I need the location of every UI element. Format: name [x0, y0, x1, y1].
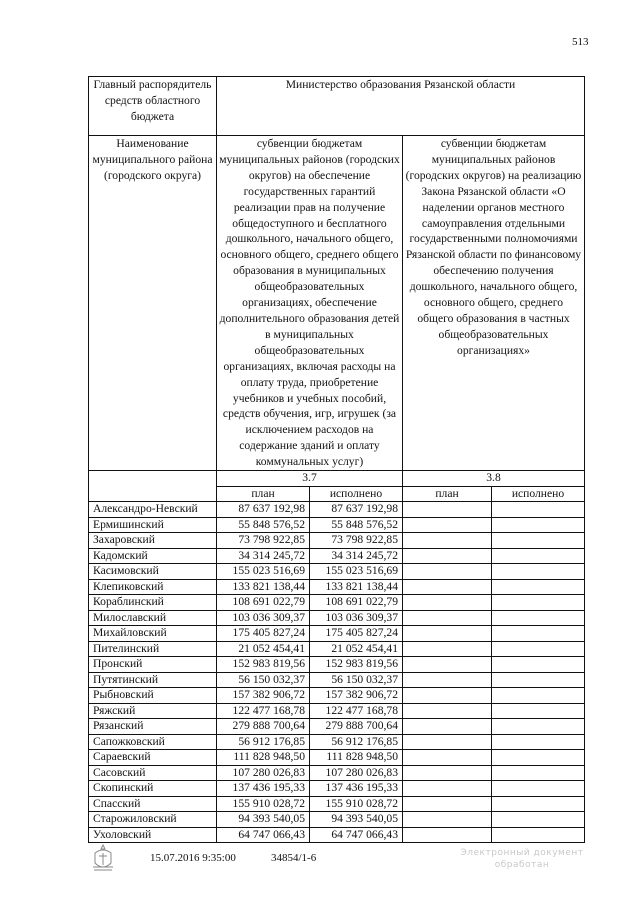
- district-name: Александро-Невский: [89, 502, 217, 518]
- plan-3-7-value: 87 637 192,98: [217, 502, 310, 518]
- district-name: Старожиловский: [89, 812, 217, 828]
- plan-3-8-value: [403, 812, 492, 828]
- plan-3-8-value: [403, 796, 492, 812]
- district-name: Милославский: [89, 610, 217, 626]
- table-row: [89, 548, 585, 564]
- ministry-name: Министерство образования Рязанской области: [217, 77, 585, 136]
- plan-3-7-value: 56 150 032,37: [217, 672, 310, 688]
- table-row: [89, 796, 585, 812]
- plan-3-8-value: [403, 641, 492, 657]
- done-3-7-value: 56 150 032,37: [310, 672, 403, 688]
- plan-3-7-value: 55 848 576,52: [217, 517, 310, 533]
- done-3-7-value: 73 798 922,85: [310, 533, 403, 549]
- table-row: [89, 502, 585, 518]
- plan-3-7-value: 155 910 028,72: [217, 796, 310, 812]
- done-3-8-value: [492, 703, 585, 719]
- done-3-8-value: [492, 548, 585, 564]
- plan-3-7-value: 107 280 026,83: [217, 765, 310, 781]
- district-name: Рязанский: [89, 719, 217, 735]
- district-name: Касимовский: [89, 564, 217, 580]
- plan-3-8-value: [403, 734, 492, 750]
- plan-3-8-value: [403, 548, 492, 564]
- table-row: [89, 734, 585, 750]
- done-3-8-value: [492, 796, 585, 812]
- done-3-7-value: 87 637 192,98: [310, 502, 403, 518]
- district-name: Клепиковский: [89, 579, 217, 595]
- done-3-8-value: [492, 750, 585, 766]
- plan-3-8-value: [403, 672, 492, 688]
- electronic-document-stamp: Электронный документ обработан: [460, 848, 584, 870]
- subvention-3-7-description: субвенции бюджетам муниципальных районов (городских округов) на обеспечение государственных гарантий реализации прав на получение общедоступного и бесплатного дошкольного, начального общего, основного общего, среднего общего образования в муниципальных общеобразовательных организациях, обеспечение дополнительного образования детей в муниципальных общеобразовательных организациях, включая расходы на оплату труда, приобретение учебников и учебных пособий, средств обучения, игр, игрушек (за исключением расходов на содержание зданий и оплату коммунальных услуг): [217, 136, 403, 471]
- plan-3-7-value: 34 314 245,72: [217, 548, 310, 564]
- plan-3-8-value: [403, 502, 492, 518]
- done-3-7-value: 155 910 028,72: [310, 796, 403, 812]
- table-row: [89, 533, 585, 549]
- done-3-8-value: [492, 719, 585, 735]
- page-number: 513: [572, 36, 589, 48]
- done-3-8-value: [492, 595, 585, 611]
- footer-datetime: 15.07.2016 9:35:00: [150, 852, 236, 864]
- district-name: Спасский: [89, 796, 217, 812]
- plan-3-7-value: 56 912 176,85: [217, 734, 310, 750]
- district-name: Ермишинский: [89, 517, 217, 533]
- table-row: [89, 517, 585, 533]
- table-row: [89, 610, 585, 626]
- plan-3-8-value: [403, 533, 492, 549]
- plan-3-7-value: 175 405 827,24: [217, 626, 310, 642]
- done-3-7-value: 137 436 195,33: [310, 781, 403, 797]
- code-3-8: 3.8: [403, 471, 585, 487]
- done-3-7-value: 103 036 309,37: [310, 610, 403, 626]
- done-3-7-value: 108 691 022,79: [310, 595, 403, 611]
- district-name: Скопинский: [89, 781, 217, 797]
- done-3-7-value: 56 912 176,85: [310, 734, 403, 750]
- plan-3-7-value: 155 023 516,69: [217, 564, 310, 580]
- plan-3-8-value: [403, 517, 492, 533]
- done-3-8-value: [492, 564, 585, 580]
- subvention-3-8-description: субвенции бюджетам муниципальных районов (городских округов) на реализацию Закона Рязанской области «О наделении органов местного самоуправления отдельными государственными полномочиями Рязанской области по финансовому обеспечению получения дошкольного, начального общего, основного общего, среднего общего образования в частных общеобразовательных организациях»: [403, 136, 585, 471]
- district-name: Кораблинский: [89, 595, 217, 611]
- plan-3-8-value: [403, 610, 492, 626]
- done-3-7-value: 55 848 576,52: [310, 517, 403, 533]
- header-row-distributor: [89, 77, 585, 136]
- done-3-7-value: 34 314 245,72: [310, 548, 403, 564]
- code-3-7: 3.7: [217, 471, 403, 487]
- done-3-8-value: [492, 641, 585, 657]
- plan-3-7-value: 279 888 700,64: [217, 719, 310, 735]
- done-3-8-value: [492, 579, 585, 595]
- table-row: [89, 564, 585, 580]
- plan-3-8-value: [403, 564, 492, 580]
- district-name: Пронский: [89, 657, 217, 673]
- done-3-7-value: 21 052 454,41: [310, 641, 403, 657]
- plan-3-8-value: [403, 626, 492, 642]
- done-3-8-value: [492, 812, 585, 828]
- table-row: [89, 626, 585, 642]
- plan-label-3-7: план: [217, 486, 310, 502]
- plan-3-7-value: 122 477 168,78: [217, 703, 310, 719]
- district-name: Путятинский: [89, 672, 217, 688]
- district-name: Рыбновский: [89, 688, 217, 704]
- done-3-8-value: [492, 672, 585, 688]
- plan-3-7-value: 94 393 540,05: [217, 812, 310, 828]
- done-label-3-8: исполнено: [492, 486, 585, 502]
- done-3-7-value: 157 382 906,72: [310, 688, 403, 704]
- table-row: [89, 750, 585, 766]
- done-3-7-value: 111 828 948,50: [310, 750, 403, 766]
- header-row-codes: [89, 471, 585, 487]
- table-row: [89, 812, 585, 828]
- district-label: Наименование муниципального района (городского округа): [89, 136, 217, 471]
- plan-3-8-value: [403, 595, 492, 611]
- table-row: [89, 827, 585, 843]
- done-3-8-value: [492, 517, 585, 533]
- table-row: [89, 672, 585, 688]
- done-3-7-value: 175 405 827,24: [310, 626, 403, 642]
- done-3-7-value: 94 393 540,05: [310, 812, 403, 828]
- plan-3-7-value: 64 747 066,43: [217, 827, 310, 843]
- district-name: Кадомский: [89, 548, 217, 564]
- plan-3-8-value: [403, 579, 492, 595]
- district-name: Ряжский: [89, 703, 217, 719]
- table-row: [89, 781, 585, 797]
- plan-3-8-value: [403, 781, 492, 797]
- done-3-8-value: [492, 688, 585, 704]
- done-3-8-value: [492, 626, 585, 642]
- plan-3-8-value: [403, 765, 492, 781]
- table-row: [89, 595, 585, 611]
- done-3-8-value: [492, 657, 585, 673]
- footer-doc-number: 34854/1-6: [271, 852, 317, 864]
- plan-3-8-value: [403, 750, 492, 766]
- distributor-label: Главный распорядитель средств областного бюджета: [89, 77, 217, 136]
- plan-3-7-value: 133 821 138,44: [217, 579, 310, 595]
- done-label-3-7: исполнено: [310, 486, 403, 502]
- done-3-7-value: 64 747 066,43: [310, 827, 403, 843]
- plan-3-8-value: [403, 688, 492, 704]
- table-row: [89, 641, 585, 657]
- district-name: Сараевский: [89, 750, 217, 766]
- done-3-7-value: 155 023 516,69: [310, 564, 403, 580]
- district-name: Сапожковский: [89, 734, 217, 750]
- plan-3-7-value: 21 052 454,41: [217, 641, 310, 657]
- done-3-8-value: [492, 781, 585, 797]
- plan-3-7-value: 152 983 819,56: [217, 657, 310, 673]
- done-3-7-value: 152 983 819,56: [310, 657, 403, 673]
- table-row: [89, 657, 585, 673]
- plan-3-7-value: 108 691 022,79: [217, 595, 310, 611]
- done-3-7-value: 279 888 700,64: [310, 719, 403, 735]
- plan-3-8-value: [403, 827, 492, 843]
- table-row: [89, 688, 585, 704]
- done-3-8-value: [492, 610, 585, 626]
- table-row: [89, 765, 585, 781]
- table-row: [89, 719, 585, 735]
- done-3-8-value: [492, 533, 585, 549]
- done-3-8-value: [492, 734, 585, 750]
- plan-3-7-value: 111 828 948,50: [217, 750, 310, 766]
- district-name: Захаровский: [89, 533, 217, 549]
- done-3-8-value: [492, 765, 585, 781]
- table-row: [89, 579, 585, 595]
- plan-label-3-8: план: [403, 486, 492, 502]
- plan-3-8-value: [403, 657, 492, 673]
- plan-3-7-value: 73 798 922,85: [217, 533, 310, 549]
- district-name: Михайловский: [89, 626, 217, 642]
- budget-table: [88, 76, 585, 843]
- plan-3-7-value: 137 436 195,33: [217, 781, 310, 797]
- done-3-8-value: [492, 827, 585, 843]
- district-name: Ухоловский: [89, 827, 217, 843]
- plan-3-8-value: [403, 703, 492, 719]
- header-row-subventions: [89, 136, 585, 471]
- plan-3-7-value: 103 036 309,37: [217, 610, 310, 626]
- header-empty-cell: [89, 471, 217, 502]
- plan-3-7-value: 157 382 906,72: [217, 688, 310, 704]
- coat-of-arms-icon: [90, 843, 116, 873]
- district-name: Пителинский: [89, 641, 217, 657]
- done-3-7-value: 122 477 168,78: [310, 703, 403, 719]
- table-row: [89, 703, 585, 719]
- district-name: Сасовский: [89, 765, 217, 781]
- done-3-7-value: 133 821 138,44: [310, 579, 403, 595]
- done-3-8-value: [492, 502, 585, 518]
- done-3-7-value: 107 280 026,83: [310, 765, 403, 781]
- plan-3-8-value: [403, 719, 492, 735]
